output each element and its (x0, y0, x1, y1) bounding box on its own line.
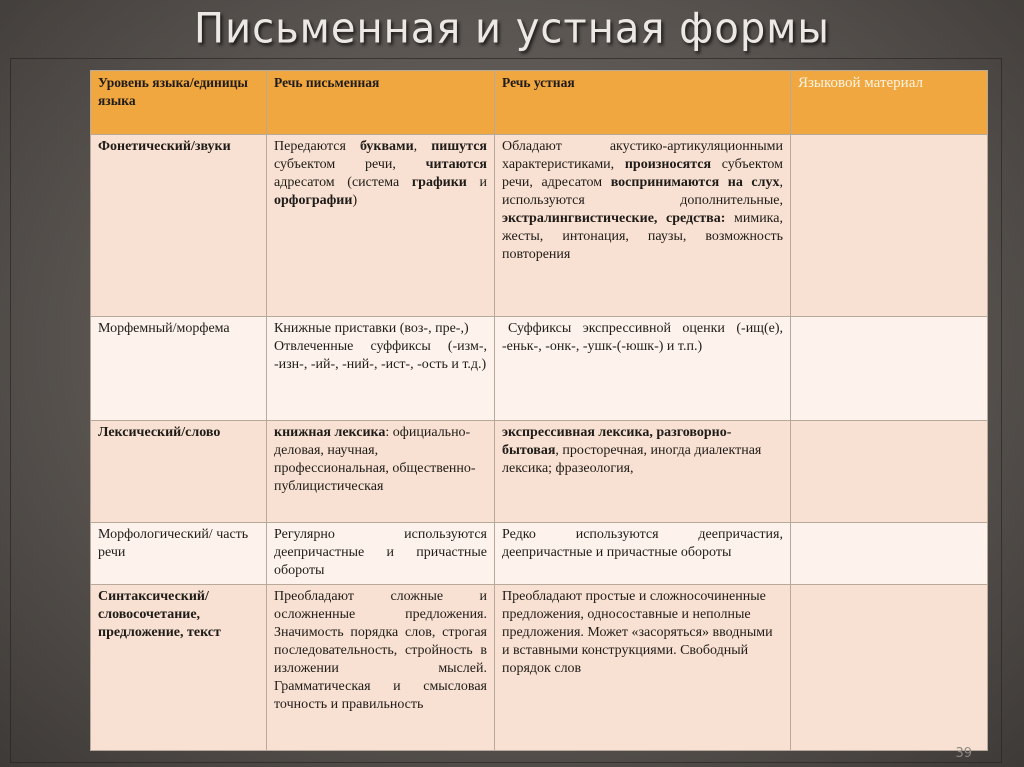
text-segment: ) (352, 193, 358, 208)
table-row-phonetic (91, 135, 988, 317)
comparison-table (90, 70, 988, 751)
cell-level: Морфологический/ часть речи (91, 523, 267, 585)
table-row-morphemic (91, 317, 988, 421)
table-row-lexical (91, 421, 988, 523)
text-segment: субъектом речи, адресатом (502, 157, 783, 190)
cell-paragraph: Отвлеченные суффиксы (-изм-, -изн-, -ий-, -ний-, -ист-, -ость и т.д.) (274, 339, 487, 372)
cell-written (267, 421, 495, 523)
cell-written: Регулярно используются деепричастные и причастные обороты (267, 523, 495, 585)
text-segment: , используются дополнительные, (502, 175, 783, 208)
bold-text: орфографии (274, 193, 353, 208)
cell-oral (495, 135, 791, 317)
table-row-morphological (91, 523, 988, 585)
text-segment: , (413, 139, 432, 154)
slide-title: Письменная и устная формы (194, 4, 830, 54)
cell-level: Синтаксический/ словосочетание, предложение, текст (91, 585, 267, 751)
bold-text: экстралингвистические, средства: (502, 211, 726, 226)
cell-level: Лексический/слово (91, 421, 267, 523)
text-segment: и (466, 175, 487, 190)
bold-text: книжная лексика (274, 425, 386, 440)
bold-text: воспринимаются на слух (610, 175, 780, 190)
header-written: Речь письменная (267, 71, 495, 135)
text-segment: адресатом (система (274, 175, 412, 190)
page-number: 39 (955, 746, 972, 761)
text-segment: : официально-деловая, научная, профессиональная, общественно-публицистическая (274, 425, 476, 494)
bold-text: экспрессивная лексика, разговорно-бытовая (502, 425, 732, 458)
cell-oral (495, 421, 791, 523)
cell-written (267, 317, 495, 421)
table-header-row (91, 71, 988, 135)
cell-level: Фонетический/звуки (91, 135, 267, 317)
cell-oral: Редко используются деепричастия, деепричастные и причастные обороты (495, 523, 791, 585)
header-level: Уровень языка/единицы языка (91, 71, 267, 135)
cell-material (791, 421, 988, 523)
bold-text: пишутся (431, 139, 487, 154)
cell-material (791, 523, 988, 585)
bold-text: читаются (425, 157, 487, 172)
cell-paragraph: Книжные приставки (воз-, пре-,) (274, 321, 469, 336)
cell-material (791, 135, 988, 317)
cell-level: Морфемный/морфема (91, 317, 267, 421)
cell-material (791, 585, 988, 751)
table-row-syntactic (91, 585, 988, 751)
bold-text: буквами (359, 139, 414, 154)
text-segment: Передаются (274, 139, 360, 154)
bold-text: произносятся (624, 157, 712, 172)
text-segment: мимика, жесты, интонация, паузы, возможность повторения (502, 211, 783, 262)
cell-material (791, 317, 988, 421)
cell-written: Преобладают сложные и осложненные предложения. Значимость порядка слов, строгая последовательность, стройность в изложении мыслей. Грамматическая и смысловая точность и правильность (267, 585, 495, 751)
text-segment: субъектом речи, (274, 157, 426, 172)
cell-oral: Суффиксы экспрессивной оценки (-ищ(е), -еньк-, -онк-, -ушк-(-юшк-) и т.п.) (495, 317, 791, 421)
text-segment: , просторечная, иногда диалектная лексика; фразеология, (502, 443, 762, 476)
header-oral: Речь устная (495, 71, 791, 135)
text-segment: Обладают акустико-артикуляционными характеристиками, (502, 139, 783, 172)
cell-oral: Преобладают простые и сложносочиненные предложения, односоставные и неполные предложения. Может «засоряться» вводными и вставными конструкциями. Свободный порядок слов (495, 585, 791, 751)
bold-text: графики (411, 175, 467, 190)
cell-written (267, 135, 495, 317)
header-material: Языковой материал (791, 71, 988, 135)
